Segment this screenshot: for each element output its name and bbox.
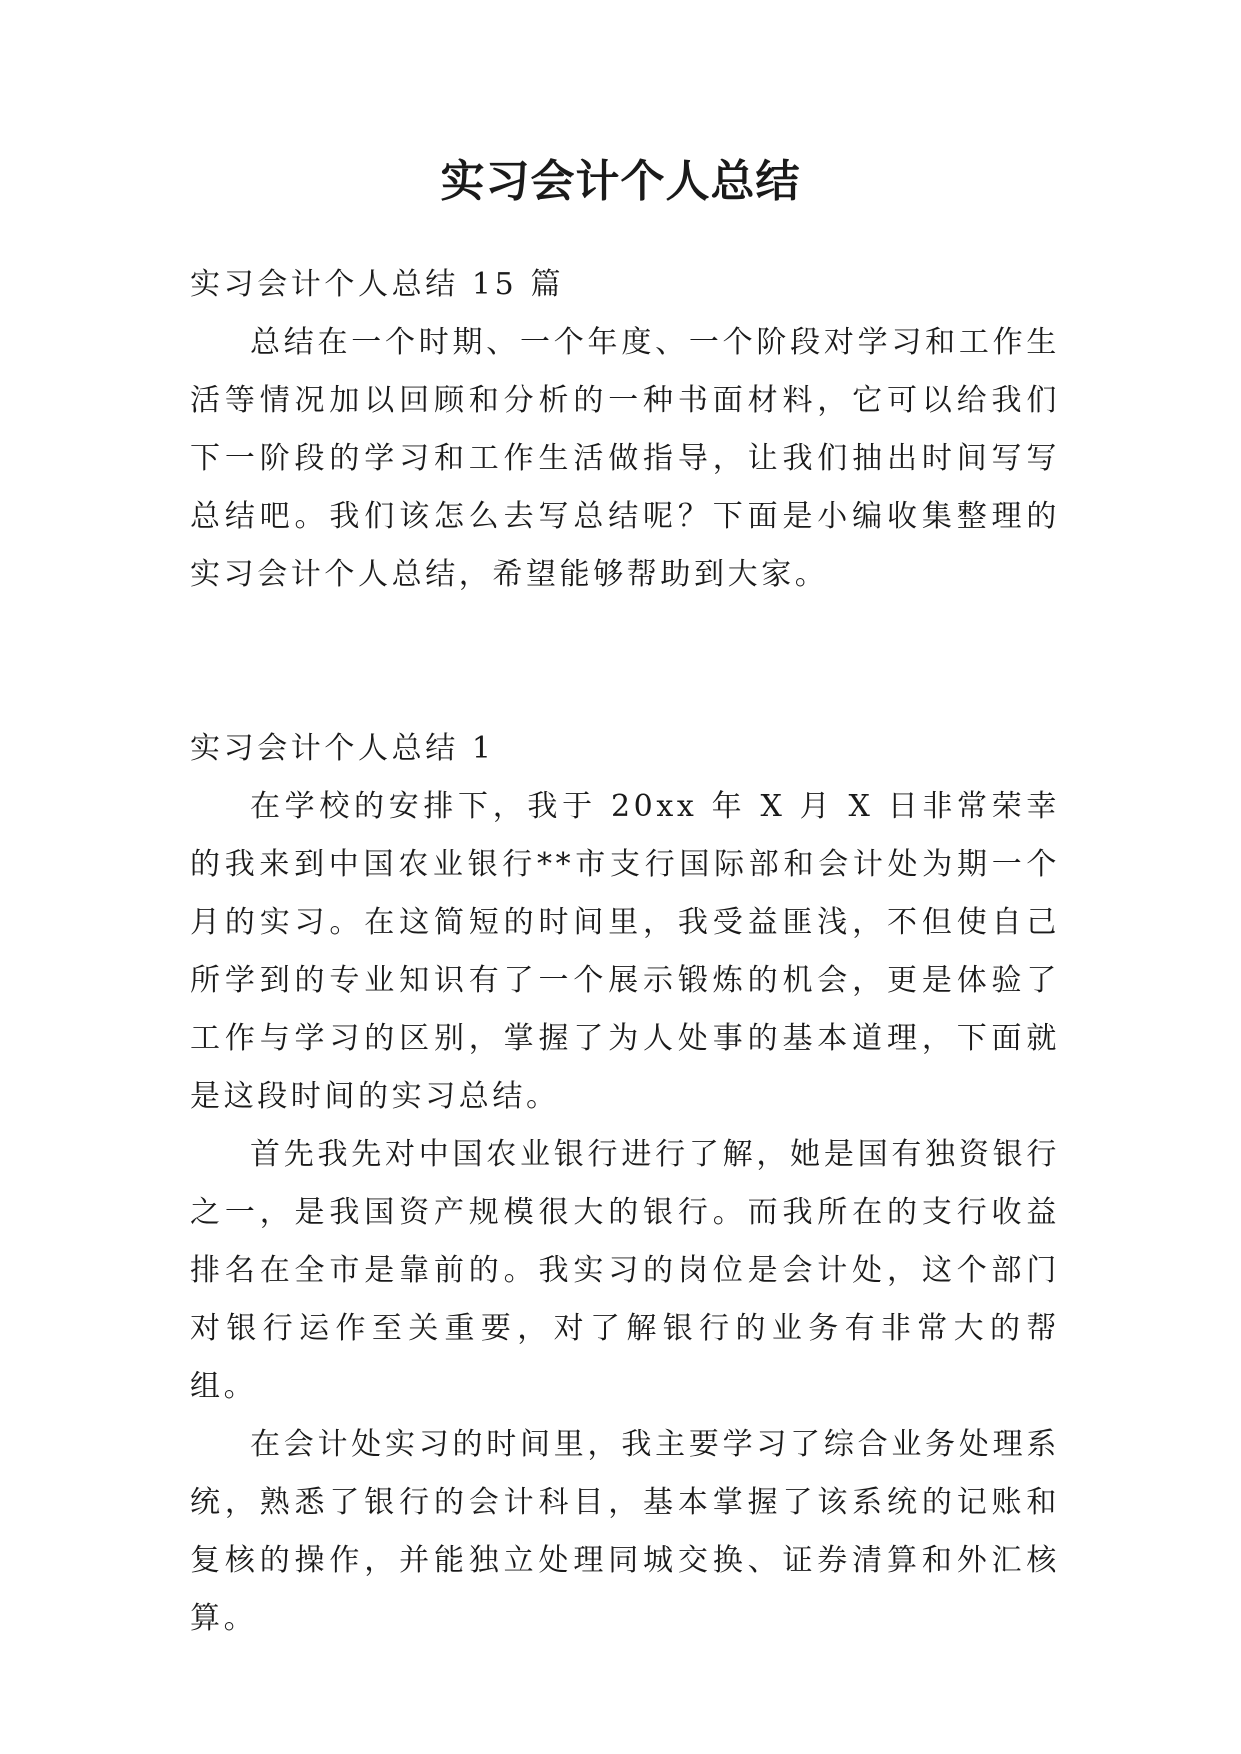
section-1-paragraph: 在学校的安排下，我于 20xx 年 X 月 X 日非常荣幸的我来到中国农业银行**市支行国际部和会计处为期一个月的实习。在这简短的时间里，我受益匪浅，不但使自己所学到的专业知识有了一个展示锻炼的机会，更是体验了工作与学习的区别，掌握了为人处事的基本道理，下面就是这段时间的实习总结。 <box>190 789 1060 1114</box>
document-title: 实习会计个人总结 <box>440 156 801 207</box>
intro-heading: 实习会计个人总结 15 篇 <box>190 267 565 302</box>
section-1-paragraph: 首先我先对中国农业银行进行了解，她是国有独资银行之一，是我国资产规模很大的银行。而我所在的支行收益排名在全市是靠前的。我实习的岗位是会计处，这个部门对银行运作至关重要，对了解银行的业务有非常大的帮组。 <box>190 1137 1060 1404</box>
section-1-heading: 实习会计个人总结 1 <box>190 731 495 766</box>
section-1 <box>190 720 1060 1648</box>
section-1-paragraph: 在会计处实习的时间里，我主要学习了综合业务处理系统，熟悉了银行的会计科目，基本掌握了该系统的记账和复核的操作，并能独立处理同城交换、证券清算和外汇核算。 <box>190 1427 1060 1636</box>
intro-paragraph: 总结在一个时期、一个年度、一个阶段对学习和工作生活等情况加以回顾和分析的一种书面材料，它可以给我们下一阶段的学习和工作生活做指导，让我们抽出时间写写总结吧。我们该怎么去写总结呢？下面是小编收集整理的实习会计个人总结，希望能够帮助到大家。 <box>190 325 1060 592</box>
intro-section <box>190 256 1060 604</box>
